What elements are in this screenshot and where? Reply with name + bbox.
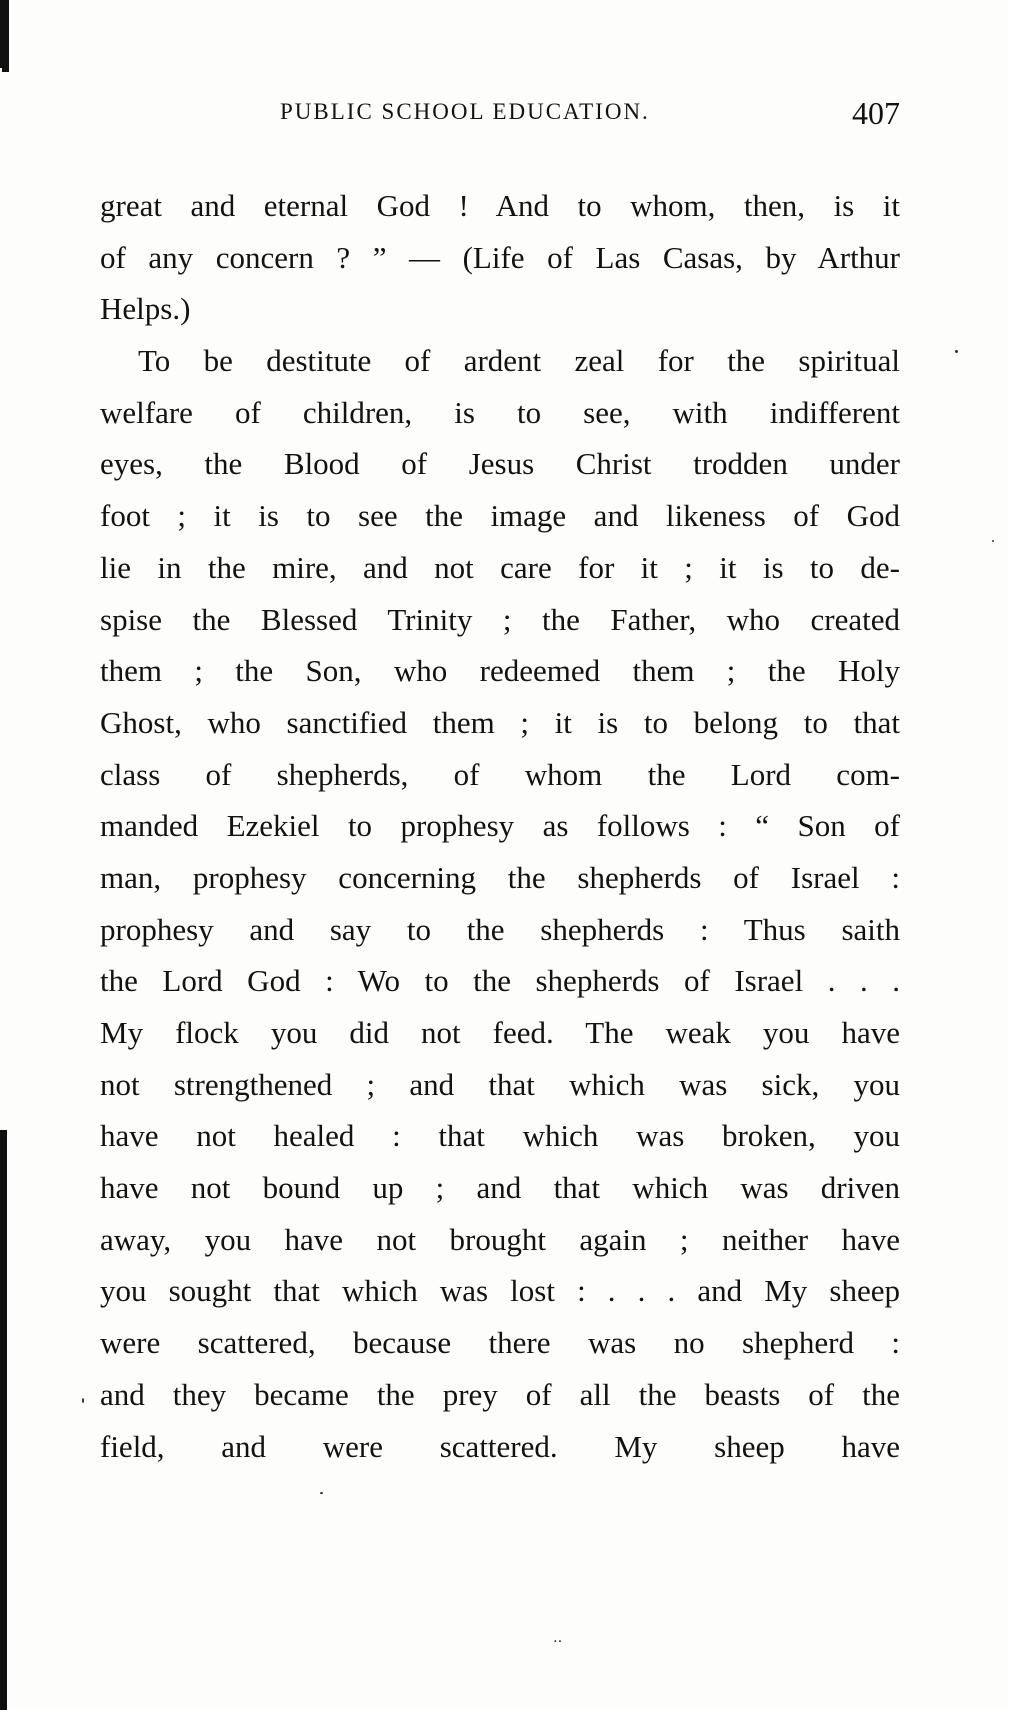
page-header bbox=[100, 95, 900, 135]
print-speck bbox=[955, 350, 958, 353]
text-line: foot ; it is to see the image and likeness of God bbox=[100, 498, 900, 534]
text-line: Helps.) bbox=[100, 291, 191, 327]
print-speck bbox=[992, 540, 994, 542]
text-line: manded Ezekiel to prophesy as follows : “ Son of bbox=[100, 808, 900, 844]
text-line: not strengthened ; and that which was sick, you bbox=[100, 1066, 900, 1102]
text-line: spise the Blessed Trinity ; the Father, who created bbox=[100, 601, 900, 637]
scan-edge-mark bbox=[0, 0, 9, 68]
text-line: welfare of children, is to see, with indifferent bbox=[100, 394, 900, 430]
text-line: the Lord God : Wo to the shepherds of Israel . . . bbox=[100, 963, 900, 999]
print-mark: ․․ bbox=[553, 1631, 563, 1646]
text-line: lie in the mire, and not care for it ; it is to de- bbox=[100, 549, 900, 585]
text-line: eyes, the Blood of Jesus Christ trodden under bbox=[100, 446, 900, 482]
text-line: have not healed : that which was broken, you bbox=[100, 1118, 900, 1154]
body-text bbox=[100, 180, 900, 1472]
text-line: prophesy and say to the shepherds : Thus saith bbox=[100, 911, 900, 947]
text-line: and they became the prey of all the beasts of the bbox=[100, 1376, 900, 1412]
print-speck bbox=[82, 1398, 84, 1403]
text-line: you sought that which was lost : . . . and My sheep bbox=[100, 1273, 900, 1309]
text-line: field, and were scattered. My sheep have bbox=[100, 1428, 900, 1464]
print-speck bbox=[320, 1492, 323, 1494]
text-line: class of shepherds, of whom the Lord com- bbox=[100, 756, 900, 792]
running-title: PUBLIC SCHOOL EDUCATION. bbox=[280, 99, 650, 124]
text-line: My flock you did not feed. The weak you have bbox=[100, 1015, 900, 1050]
text-line: away, you have not brought again ; neither have bbox=[100, 1221, 900, 1257]
scan-edge-mark bbox=[0, 1130, 7, 1710]
text-line: man, prophesy concerning the shepherds of Israel : bbox=[100, 859, 900, 895]
text-line: have not bound up ; and that which was driven bbox=[100, 1170, 900, 1206]
text-line: To be destitute of ardent zeal for the spiritual bbox=[138, 343, 900, 379]
text-line: of any concern ? ” — (Life of Las Casas, by Arthur bbox=[100, 239, 900, 275]
page-number: 407 bbox=[852, 95, 900, 131]
text-line: them ; the Son, who redeemed them ; the Holy bbox=[100, 653, 900, 689]
text-line: were scattered, because there was no shepherd : bbox=[100, 1325, 900, 1361]
text-line: Ghost, who sanctified them ; it is to belong to that bbox=[100, 704, 900, 740]
text-line: great and eternal God ! And to whom, then, is it bbox=[100, 188, 900, 223]
